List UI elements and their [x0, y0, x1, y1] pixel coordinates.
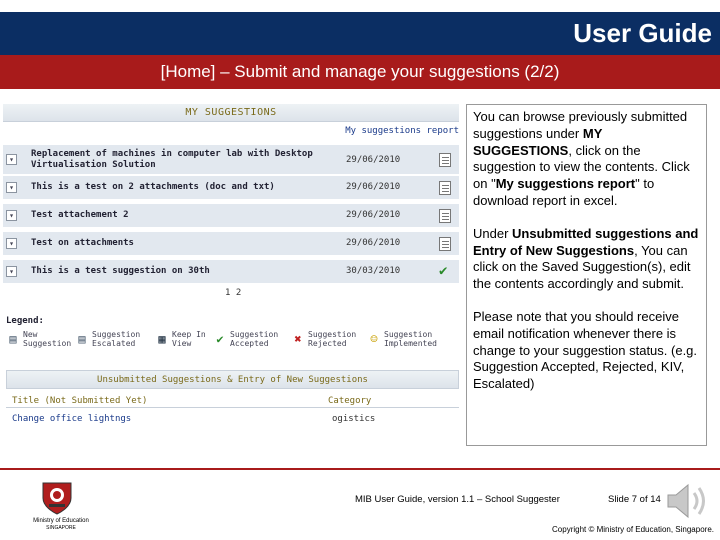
suggestion-row[interactable]	[3, 144, 459, 174]
page-subtitle: [Home] – Submit and manage your suggestions (2/2)	[160, 62, 560, 81]
new-suggestion-icon: ▤	[9, 332, 17, 346]
footer-divider	[0, 468, 720, 470]
implemented-icon: ☺	[370, 332, 378, 346]
suggestion-row[interactable]	[3, 259, 459, 283]
instruction-unsubmitted: Under Unsubmitted suggestions and Entry of New Suggestions, You can click on the Saved Suggestion(s), edit the contents accordingly and submit.	[473, 225, 699, 292]
unsubmitted-category: ogistics	[332, 414, 376, 424]
slide-number: Slide 7 of 14	[608, 494, 661, 505]
legend-title: Legend:	[6, 316, 44, 326]
suggestion-title: Test on attachments	[31, 238, 134, 248]
top-band	[0, 0, 720, 12]
escalated-icon: ▤	[78, 332, 86, 346]
expand-icon[interactable]: ▾	[6, 154, 17, 165]
kiv-icon: ▦	[158, 332, 166, 346]
document-icon[interactable]	[439, 153, 451, 167]
unsubmitted-header: Unsubmitted Suggestions & Entry of New Suggestions	[6, 370, 459, 389]
suggestion-row[interactable]	[3, 175, 459, 199]
copyright-text: Copyright © Ministry of Education, Singapore.	[552, 525, 714, 534]
document-icon[interactable]	[439, 181, 451, 195]
suggestion-title: This is a test on 2 attachments (doc and txt)	[31, 182, 275, 192]
check-icon[interactable]: ✔	[439, 263, 448, 279]
column-title: Title (Not Submitted Yet)	[12, 396, 148, 406]
instruction-notification: Please note that you should receive email notification whenever there is change to your suggestion status. (e.g. Suggestion Accepted, Rejected, KIV, Escalated)	[473, 308, 698, 392]
moe-crest-icon	[40, 480, 74, 516]
suggestion-date: 29/06/2010	[346, 210, 401, 220]
my-suggestions-header: MY SUGGESTIONS	[3, 104, 459, 122]
suggestions-screenshot: MY SUGGESTIONS My suggestions report ▾ Replacement of machines in computer lab with Desktop Virtualisation Solution 29/06/2010 ▾ This is a test on 2 attachments (doc and txt) 29/06/2010 ▾ Test attachement 2 29/06/2010 ▾ Test on attachments 29/06/2010 ▾ This is a test suggestion on 30th 30/03/2010 ✔ 1 2 Legend: ▤ New Suggestion ▤ Suggestion Escalated ▦ Keep In View ✔ Suggestion Accepted ✖ Suggestion Rejected ☺ Suggestion Implemented Unsubmitted Suggestions & Entry of New Suggestions Title (Not Submitted Yet) Category Change office lightngs ogistics	[3, 104, 459, 436]
expand-icon[interactable]: ▾	[6, 210, 17, 221]
suggestion-title: Replacement of machines in computer lab with Desktop Virtualisation Solution	[31, 149, 313, 170]
suggestion-date: 29/06/2010	[346, 238, 401, 248]
footer-guide-text: MIB User Guide, version 1.1 – School Suggester	[355, 494, 560, 505]
my-suggestions-report-link[interactable]: My suggestions report	[345, 126, 459, 136]
expand-icon[interactable]: ▾	[6, 266, 17, 277]
document-icon[interactable]	[439, 209, 451, 223]
speaker-icon[interactable]	[664, 478, 714, 524]
page-title: User Guide	[573, 18, 712, 48]
rejected-icon: ✖	[294, 332, 302, 346]
pagination[interactable]: 1 2	[225, 288, 242, 298]
column-category: Category	[328, 396, 372, 406]
suggestion-date: 29/06/2010	[346, 182, 401, 192]
instruction-browse: You can browse previously submitted suggestions under MY SUGGESTIONS, click on the suggestion to view the contents. Click on "My suggestions report" to download report in excel.	[473, 109, 690, 208]
suggestion-title: Test attachement 2	[31, 210, 129, 220]
unsubmitted-row[interactable]	[6, 412, 459, 426]
suggestion-date: 29/06/2010	[346, 155, 401, 165]
unsubmitted-column-headers	[6, 394, 459, 408]
expand-icon[interactable]: ▾	[6, 182, 17, 193]
document-icon[interactable]	[439, 237, 451, 251]
instructions-panel	[466, 104, 707, 446]
suggestion-date: 30/03/2010	[346, 266, 401, 276]
suggestion-title: This is a test suggestion on 30th	[31, 266, 210, 276]
expand-icon[interactable]: ▾	[6, 238, 17, 249]
crest-caption: Ministry of Education SINGAPORE	[33, 518, 89, 531]
suggestion-row[interactable]	[3, 231, 459, 255]
accepted-icon: ✔	[216, 332, 224, 346]
suggestion-row[interactable]	[3, 203, 459, 227]
unsubmitted-title-link[interactable]: Change office lightngs	[12, 414, 132, 424]
